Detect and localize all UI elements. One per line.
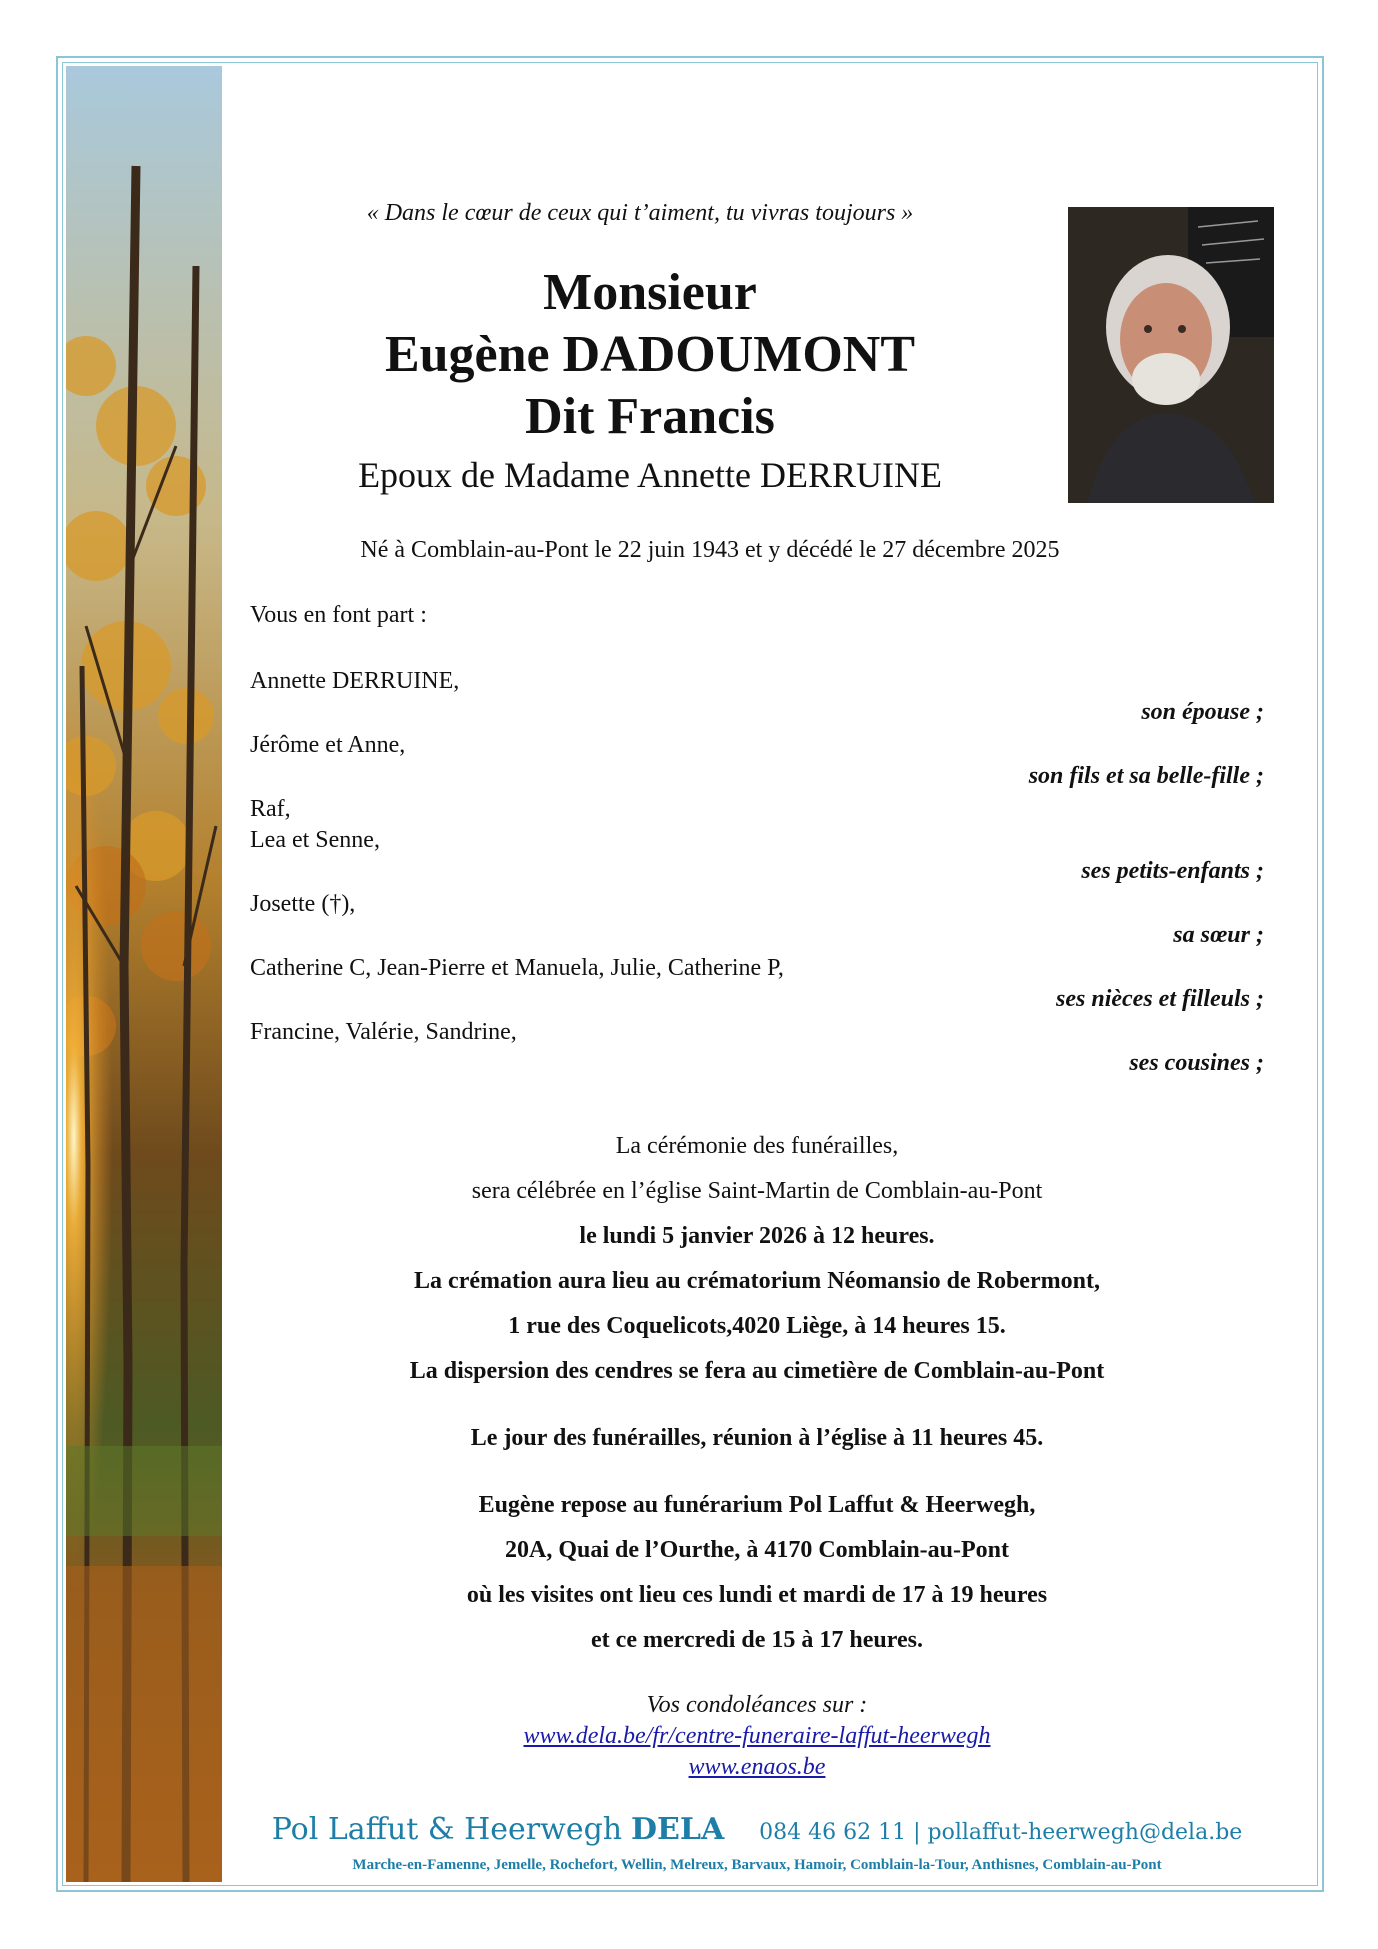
footer-locations: Marche-en-Famenne, Jemelle, Rochefort, Wellin, Melreux, Barvaux, Hamoir, Comblain-la-Tour, Anthisnes, Comblain-au-Pont [352, 1857, 1162, 1873]
visits-line-2: et ce mercredi de 15 à 17 heures. [591, 1627, 923, 1653]
condolences-label: Vos condoléances sur : [646, 1692, 868, 1718]
family-relation: son fils et sa belle-fille ; [1028, 763, 1264, 789]
ashes-line: La dispersion des cendres se fera au cimetière de Comblain-au-Pont [409, 1358, 1105, 1384]
funerarium-address: 20A, Quai de l’Ourthe, à 4170 Comblain-au-Pont [504, 1537, 1010, 1563]
cremation-line: La crémation aura lieu au crématorium Néomansio de Robermont, [414, 1268, 1100, 1294]
family-group [250, 794, 1264, 887]
enaos-link[interactable]: www.enaos.be [688, 1754, 826, 1780]
footer-contact: 084 46 62 11 | pollaffut-heerwegh@dela.be [759, 1820, 1243, 1845]
spacer [250, 1394, 1264, 1416]
family-group [250, 1017, 1264, 1079]
family-names: Jérôme et Anne, [250, 732, 406, 758]
footer-brand-line [250, 1812, 1264, 1847]
honorific: Monsieur [543, 264, 757, 321]
family-names: Lea et Senne, [250, 827, 380, 853]
family-names: Raf, [250, 796, 291, 822]
spacer [250, 1461, 1264, 1483]
family-relation: son épouse ; [1141, 699, 1264, 725]
visits-line: où les visites ont lieu ces lundi et mardi de 17 à 19 heures [466, 1582, 1048, 1608]
family-relation: sa sœur ; [1173, 922, 1264, 948]
epitaph-quote: « Dans le cœur de ceux qui t’aiment, tu vivras toujours » [366, 200, 914, 226]
funeral-home-footer [250, 1812, 1264, 1874]
cremation-address: 1 rue des Coquelicots,4020 Liège, à 14 heures 15. [508, 1313, 1006, 1339]
meeting-line: Le jour des funérailles, réunion à l’église à 11 heures 45. [470, 1425, 1044, 1451]
ceremony-line: sera célébrée en l’église Saint-Martin de Comblain-au-Pont [471, 1178, 1043, 1204]
birth-death-line: Né à Comblain-au-Pont le 22 juin 1943 et y décédé le 27 décembre 2025 [360, 537, 1060, 563]
family-relation: ses nièces et filleuls ; [1056, 986, 1264, 1012]
announcement-intro: Vous en font part : [250, 602, 427, 628]
family-relation: ses petits-enfants ; [1081, 858, 1264, 884]
condolences [250, 1690, 1264, 1783]
spouse-line: Epoux de Madame Annette DERRUINE [358, 455, 942, 495]
nickname: Dit Francis [525, 388, 775, 445]
portrait-photo [1068, 207, 1274, 503]
deceased-name: Eugène DADOUMONT [384, 326, 916, 383]
deceased-title [250, 262, 1050, 498]
autumn-forest-image [66, 66, 222, 1882]
family-group [250, 666, 1264, 728]
family-group [250, 953, 1264, 1015]
family-names: Catherine C, Jean-Pierre et Manuela, Julie, Catherine P, [250, 955, 784, 981]
family-names: Francine, Valérie, Sandrine, [250, 1019, 517, 1045]
ceremony-details [250, 1124, 1264, 1663]
family-relation: ses cousines ; [1129, 1050, 1264, 1076]
dela-link[interactable]: www.dela.be/fr/centre-funeraire-laffut-heerwegh [523, 1723, 991, 1749]
ceremony-date: le lundi 5 janvier 2026 à 12 heures. [579, 1223, 935, 1249]
family-list [250, 666, 1264, 1081]
funerarium-line: Eugène repose au funérarium Pol Laffut & Heerwegh, [478, 1492, 1036, 1518]
family-names: Annette DERRUINE, [250, 668, 460, 694]
family-group [250, 730, 1264, 792]
family-names: Josette (†), [250, 891, 356, 917]
ceremony-line: La cérémonie des funérailles, [615, 1133, 899, 1159]
family-group [250, 889, 1264, 951]
funeral-home-name: Pol Laffut & Heerwegh [271, 1812, 623, 1847]
dela-logo: DELA [631, 1812, 725, 1847]
